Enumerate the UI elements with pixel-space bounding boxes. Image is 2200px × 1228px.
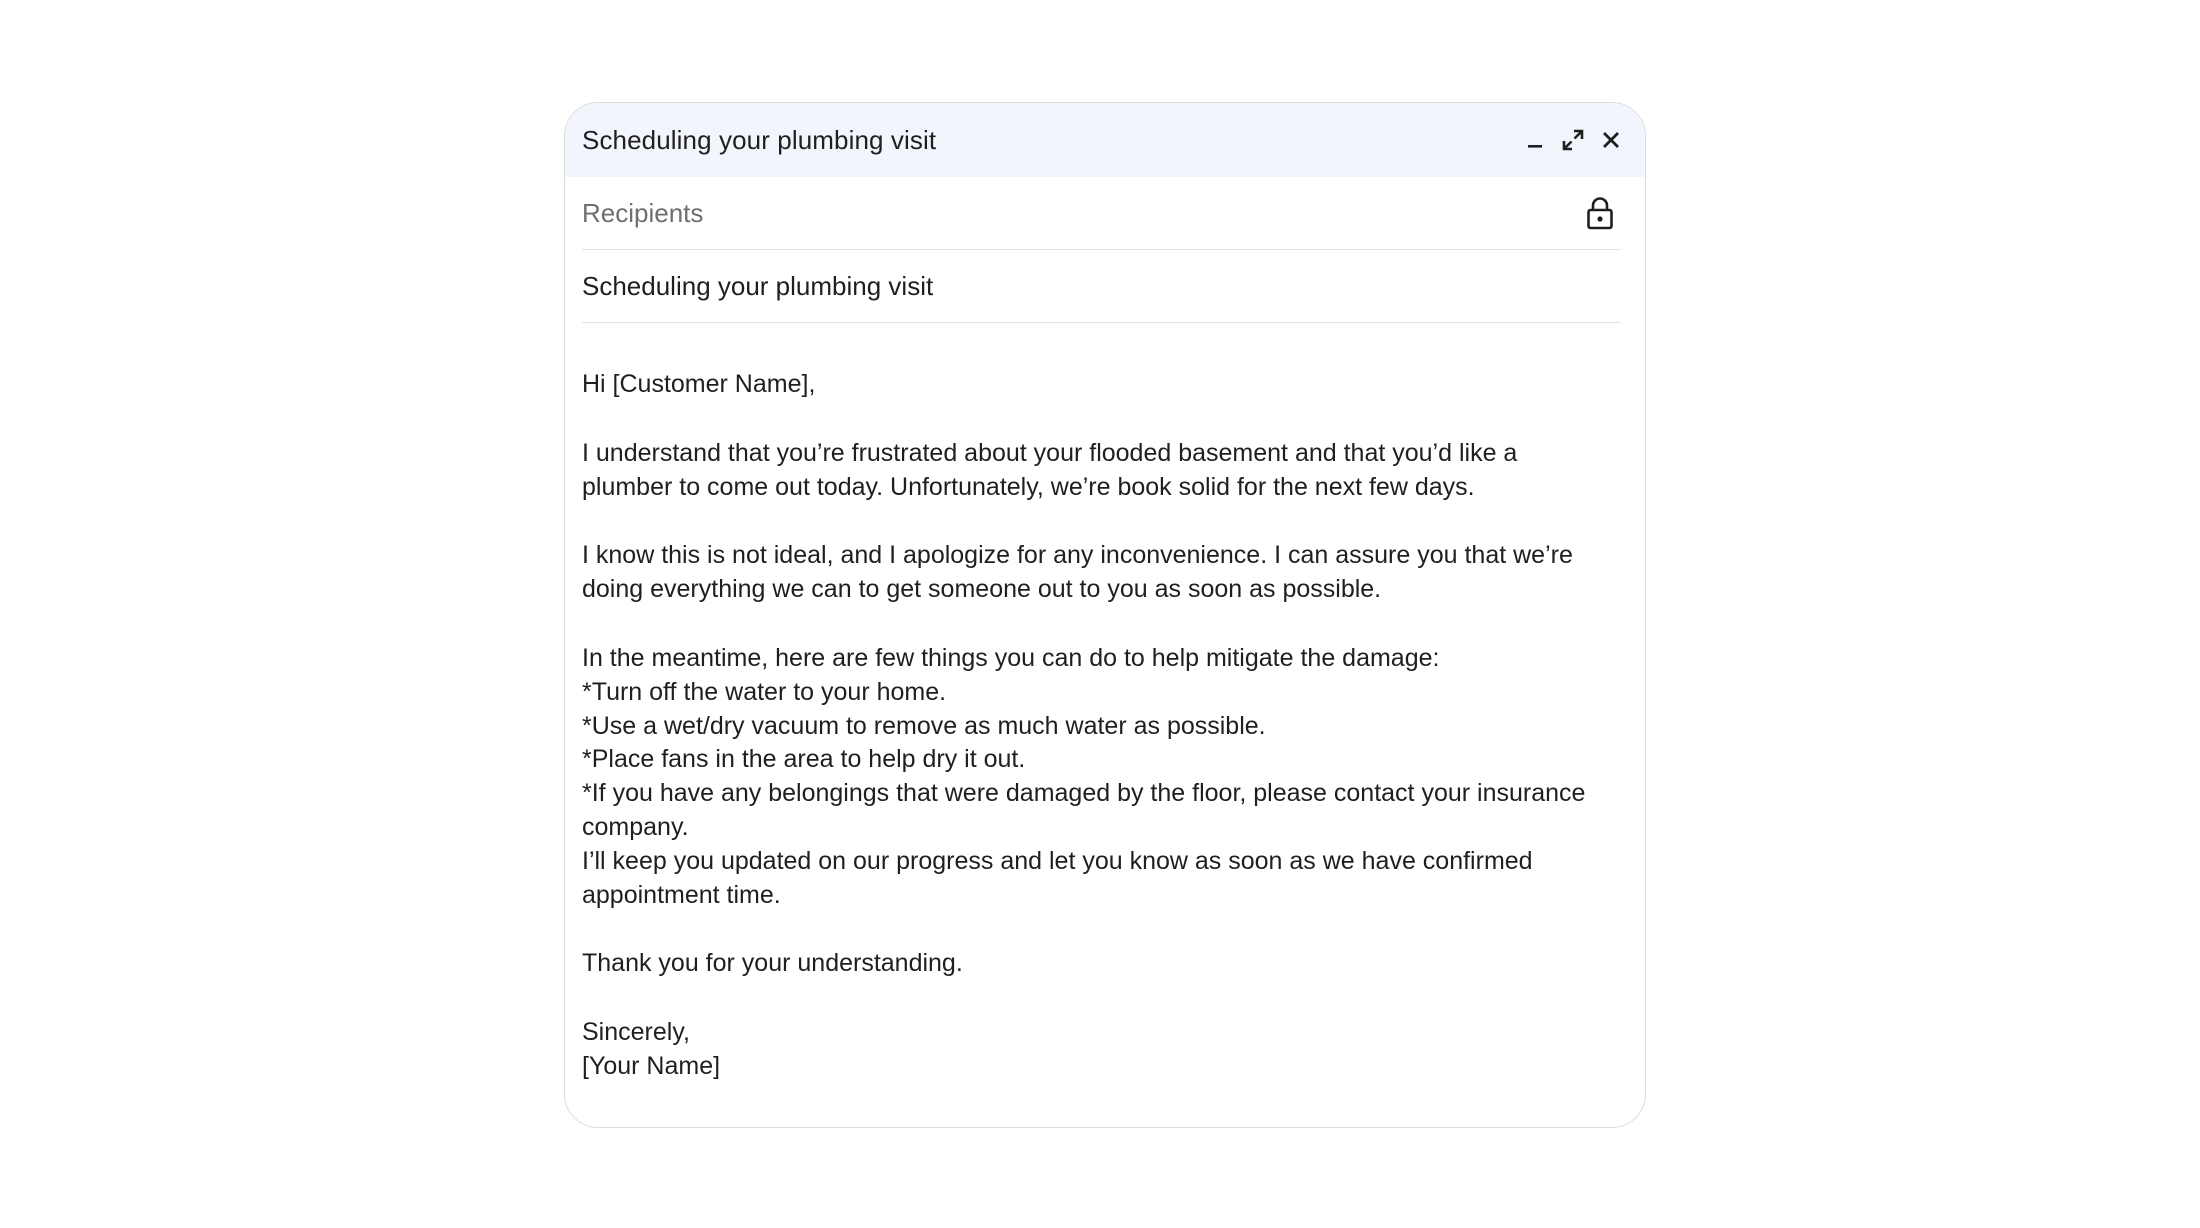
recipients-input[interactable] [582,198,1583,229]
paragraph-1: I understand that you’re frustrated about your flooded basement and that you’d like a plumber to come out today. Unfortunately, we’re book solid for the next few days. [582,438,1525,501]
subject-row [582,250,1621,323]
update-paragraph: I’ll keep you updated on our progress and let you know as soon as we have confirmed appointment time. [582,846,1540,909]
compose-header[interactable] [565,103,1645,177]
expand-button[interactable] [1559,126,1587,154]
list-intro: In the meantime, here are few things you can do to help mitigate the damage: [582,643,1440,672]
close-button[interactable] [1597,126,1625,154]
expand-icon [1561,128,1585,152]
lock-button[interactable] [1583,196,1617,230]
recipients-row [582,177,1621,250]
compose-title: Scheduling your plumbing visit [582,124,937,155]
lock-icon [1585,196,1615,230]
tip-item: *Turn off the water to your home. [582,677,947,706]
tip-item: *If you have any belongings that were damaged by the floor, please contact your insurance company. [582,779,1593,841]
greeting: Hi [Customer Name], [582,370,816,398]
message-body[interactable] [582,368,1612,1084]
close-icon [1600,129,1622,151]
window-controls [1521,126,1625,154]
minimize-button[interactable] [1521,126,1549,154]
minimize-icon [1524,129,1546,151]
compose-window [564,102,1646,1128]
closing-line: Sincerely, [582,1018,690,1047]
thanks-line: Thank you for your understanding. [582,949,963,978]
tip-item: *Place fans in the area to help dry it out. [582,745,1026,774]
subject-input[interactable] [582,271,1621,302]
signature: [Your Name] [582,1051,721,1080]
tip-item: *Use a wet/dry vacuum to remove as much water as possible. [582,711,1266,740]
paragraph-2: I know this is not ideal, and I apologize for any inconvenience. I can assure you that we’re doing everything we can to get someone out to you as soon as possible. [582,541,1580,604]
